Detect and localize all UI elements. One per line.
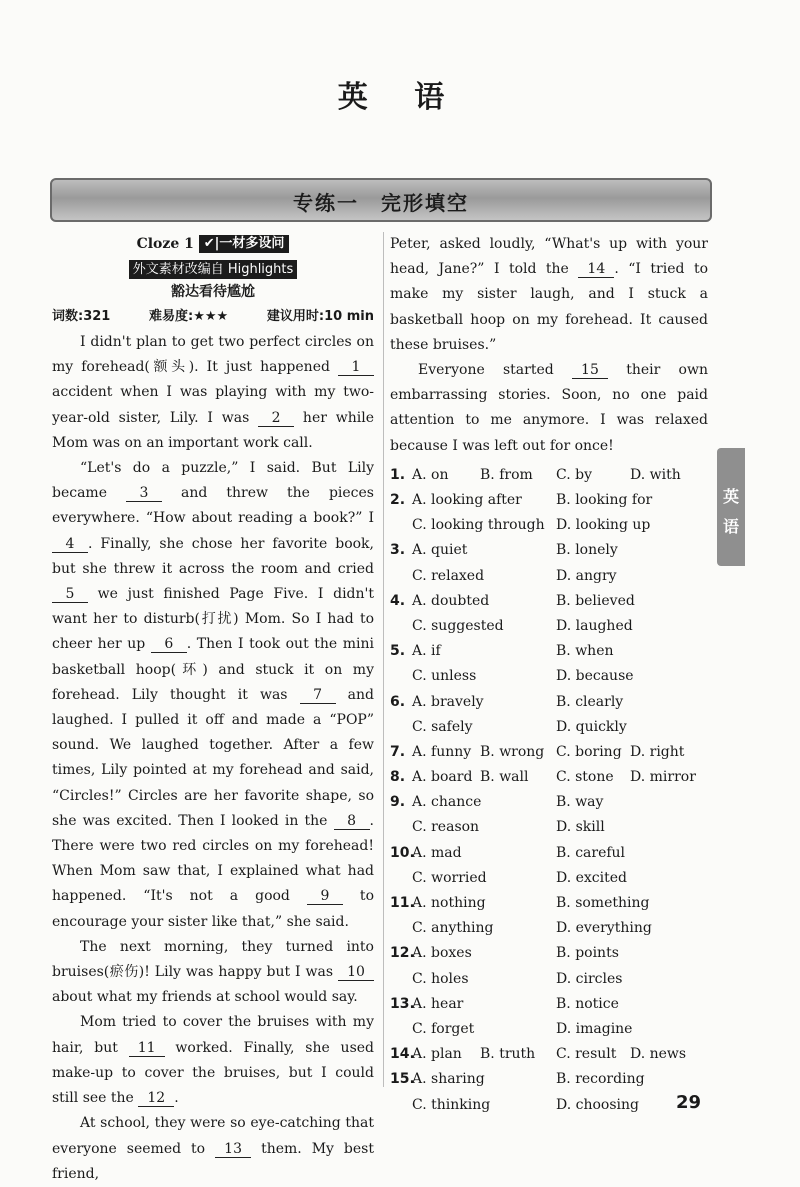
option-b[interactable]: B. truth [480, 1046, 536, 1063]
passage-text: Peter, asked loudly, “What's up with your head, Jane?” I told the [390, 236, 708, 278]
question-number: 14. [390, 1046, 415, 1063]
side-tab-label: 英语 [722, 487, 739, 536]
option-c[interactable]: C. anything [412, 920, 494, 937]
blank-1[interactable]: 1 [338, 359, 374, 376]
option-d[interactable]: D. because [556, 668, 634, 685]
question-row-continued [390, 715, 708, 740]
option-a[interactable]: A. nothing [412, 895, 486, 912]
question-row [390, 790, 708, 815]
option-b[interactable]: B. points [556, 945, 619, 962]
passage-text: their own embarrassing stories. Soon, no one paid attention to me anymore. I was relaxed because I was left out for once! [390, 362, 708, 454]
design-badge: ✔|一材多设问 [199, 235, 290, 253]
question-number: 13. [390, 995, 415, 1012]
passage-text: . There were two red circles on my forehead! When Mom saw that, I explained what had happened. “It's not a good [52, 812, 374, 905]
option-b[interactable]: B. wall [480, 769, 529, 786]
option-d[interactable]: D. right [630, 743, 685, 760]
question-number: 6. [390, 693, 406, 710]
question-row [390, 941, 708, 966]
option-b[interactable]: B. lonely [556, 542, 618, 559]
blank-8[interactable]: 8 [334, 813, 370, 830]
question-row-continued [390, 1017, 708, 1042]
option-c[interactable]: C. unless [412, 668, 477, 685]
option-b[interactable]: B. way [556, 794, 604, 811]
question-row [390, 639, 708, 664]
option-d[interactable]: D. with [630, 466, 681, 483]
passage-paragraph [52, 456, 374, 935]
option-c[interactable]: C. reason [412, 819, 480, 836]
passage-text: to encourage your sister like that,” she said. [52, 888, 374, 930]
passage-text: . Then I took out the mini basketball hoop(环) and stuck it on my forehead. Lily thought it was [52, 636, 374, 703]
question-row-continued [390, 513, 708, 538]
option-d[interactable]: D. news [630, 1046, 687, 1063]
question-row [390, 992, 708, 1017]
passage-paragraph [52, 935, 374, 1011]
question-row-continued [390, 866, 708, 891]
option-a[interactable]: A. doubted [412, 592, 490, 609]
option-b[interactable]: B. clearly [556, 693, 624, 710]
blank-13[interactable]: 13 [215, 1141, 251, 1158]
word-count: 词数:321 [52, 309, 111, 324]
option-d[interactable]: D. imagine [556, 1020, 633, 1037]
passage-text: about what my friends at school would say. [52, 989, 358, 1006]
option-b[interactable]: B. looking for [556, 492, 653, 509]
option-d[interactable]: D. skill [556, 819, 605, 836]
option-c[interactable]: C. safely [412, 718, 473, 735]
question-options [390, 463, 708, 1118]
blank-2[interactable]: 2 [258, 410, 294, 427]
option-d[interactable]: D. excited [556, 869, 627, 886]
blank-10[interactable]: 10 [338, 964, 374, 981]
question-row-continued [390, 614, 708, 639]
option-c[interactable]: C. worried [412, 869, 487, 886]
blank-15[interactable]: 15 [572, 362, 608, 379]
cloze-heading [52, 232, 374, 256]
option-c[interactable]: C. thinking [412, 1096, 491, 1113]
question-row [390, 463, 708, 488]
passage-text: and laughed. I pulled it off and made a “POP” sound. We laughed together. After a few times, Lily pointed at my forehead and said, “Circles!” Circles are her favorite shape, so she was excited. Then I looked in the [52, 686, 374, 829]
blank-11[interactable]: 11 [129, 1040, 165, 1057]
option-b[interactable]: B. from [480, 466, 533, 483]
option-d[interactable]: D. circles [556, 970, 623, 987]
source-badge: 外文素材改编自 Highlights [129, 260, 298, 279]
passage-paragraph [52, 1111, 374, 1187]
option-d[interactable]: D. looking up [556, 517, 651, 534]
cloze-label: Cloze 1 [136, 236, 194, 252]
option-a[interactable]: A. hear [412, 995, 464, 1012]
question-row [390, 589, 708, 614]
passage-text: . [174, 1090, 179, 1107]
passage-text: and threw the pieces everywhere. “How about reading a book?” I [52, 485, 374, 527]
option-d[interactable]: D. quickly [556, 718, 627, 735]
option-c[interactable]: C. by [556, 466, 592, 483]
question-row [390, 891, 708, 916]
passage-text: we just finished Page Five. I didn't want her to disturb(打扰) Mom. So I had to cheer her up [52, 586, 374, 653]
question-number: 2. [390, 492, 406, 509]
passage-paragraph [52, 1010, 374, 1111]
question-row [390, 690, 708, 715]
option-b[interactable]: B. believed [556, 592, 635, 609]
option-a[interactable]: A. bravely [412, 693, 484, 710]
option-d[interactable]: D. choosing [556, 1096, 639, 1113]
option-c[interactable]: C. stone [556, 769, 614, 786]
blank-6[interactable]: 6 [151, 636, 187, 653]
passage-meta [52, 304, 374, 330]
question-row [390, 841, 708, 866]
passage-paragraph [52, 330, 374, 456]
question-number: 5. [390, 643, 406, 660]
question-number: 3. [390, 542, 406, 559]
blank-14[interactable]: 14 [578, 261, 614, 278]
page-title: 英 语 [337, 80, 463, 115]
passage-text: At school, they were so eye-catching that everyone seemed to [52, 1115, 374, 1157]
blank-12[interactable]: 12 [138, 1090, 174, 1107]
left-column [52, 232, 374, 1187]
question-row [390, 740, 708, 765]
column-divider [383, 232, 384, 1087]
option-b[interactable]: B. something [556, 895, 650, 912]
option-c[interactable]: C. result [556, 1046, 617, 1063]
question-number: 12. [390, 945, 415, 962]
source-line [52, 256, 374, 280]
option-c[interactable]: C. looking through [412, 517, 545, 534]
passage-text: “Let's do a puzzle,” I said. But Lily became [52, 460, 374, 502]
option-c[interactable]: C. forget [412, 1020, 475, 1037]
question-row-continued [390, 967, 708, 992]
question-row [390, 765, 708, 790]
subject-side-tab [717, 448, 745, 566]
question-row [390, 488, 708, 513]
passage-text: Mom tried to cover the bruises with my hair, but [52, 1014, 374, 1056]
right-column [390, 232, 708, 1118]
passage-text: . Finally, she chose her favorite book, but she threw it across the room and cried [52, 535, 374, 577]
question-row-continued [390, 815, 708, 840]
difficulty-rating: 难易度:★★★ [149, 309, 229, 324]
option-a[interactable]: A. boxes [412, 945, 472, 962]
option-b[interactable]: B. recording [556, 1071, 645, 1088]
question-number: 8. [390, 769, 406, 786]
option-b[interactable]: B. when [556, 643, 614, 660]
option-d[interactable]: D. laughed [556, 617, 633, 634]
passage-paragraph [390, 232, 708, 358]
question-row-continued [390, 916, 708, 941]
question-number: 15. [390, 1071, 415, 1088]
passage-text: them. My best friend, [52, 1140, 374, 1182]
option-a[interactable]: A. looking after [412, 492, 522, 509]
option-c[interactable]: C. relaxed [412, 567, 485, 584]
question-row-continued [390, 1093, 708, 1118]
blank-3[interactable]: 3 [126, 485, 162, 502]
option-c[interactable]: C. holes [412, 970, 469, 987]
question-number: 7. [390, 743, 406, 760]
option-a[interactable]: A. mad [412, 844, 462, 861]
question-row [390, 538, 708, 563]
option-d[interactable]: D. angry [556, 567, 617, 584]
section-banner [50, 178, 712, 222]
passage-text: . “I tried to make my sister laugh, and I stuck a basketball hoop on my forehead. It caused these bruises.” [390, 261, 708, 353]
passage-text: I didn't plan to get two perfect circles on my forehead(额头). It just happened [52, 334, 374, 376]
blank-7[interactable]: 7 [300, 687, 336, 704]
question-number: 4. [390, 592, 406, 609]
question-row-continued [390, 564, 708, 589]
passage-text: her while Mom was on an important work call. [52, 409, 374, 451]
blank-9[interactable]: 9 [307, 888, 343, 905]
question-number: 11. [390, 895, 415, 912]
section-banner-title: 专练一 完形填空 [293, 191, 469, 215]
option-a[interactable]: A. on [412, 466, 449, 483]
option-a[interactable]: A. board [412, 769, 473, 786]
passage-text: The next morning, they turned into bruises(瘀伤)! Lily was happy but I was [52, 938, 374, 981]
question-row-continued [390, 664, 708, 689]
option-c[interactable]: C. boring [556, 743, 622, 760]
option-c[interactable]: C. suggested [412, 617, 504, 634]
suggested-time: 建议用时:10 min [266, 309, 374, 324]
option-b[interactable]: B. wrong [480, 743, 545, 760]
passage-paragraph [390, 358, 708, 459]
option-b[interactable]: B. careful [556, 844, 626, 861]
question-number: 9. [390, 794, 406, 811]
option-d[interactable]: D. mirror [630, 769, 696, 786]
option-a[interactable]: A. plan [412, 1046, 462, 1063]
option-a[interactable]: A. chance [412, 794, 482, 811]
blank-4[interactable]: 4 [52, 536, 88, 553]
option-a[interactable]: A. sharing [412, 1071, 485, 1088]
option-a[interactable]: A. quiet [412, 542, 468, 559]
option-a[interactable]: A. if [412, 643, 441, 660]
question-number: 10. [390, 844, 415, 861]
passage-subtitle: 豁达看待尴尬 [171, 284, 255, 300]
passage-text: accident when I was playing with my two-year-old sister, Lily. I was [52, 384, 374, 426]
option-a[interactable]: A. funny [412, 743, 472, 760]
question-row [390, 1042, 708, 1067]
option-b[interactable]: B. notice [556, 995, 619, 1012]
option-d[interactable]: D. everything [556, 920, 652, 937]
passage-text: worked. Finally, she used make-up to cover the bruises, but I could still see the [52, 1039, 374, 1107]
question-number: 1. [390, 466, 406, 483]
passage-text: Everyone started [418, 362, 572, 379]
page-number: 29 [676, 1092, 702, 1113]
question-row [390, 1067, 708, 1092]
blank-5[interactable]: 5 [52, 586, 88, 603]
